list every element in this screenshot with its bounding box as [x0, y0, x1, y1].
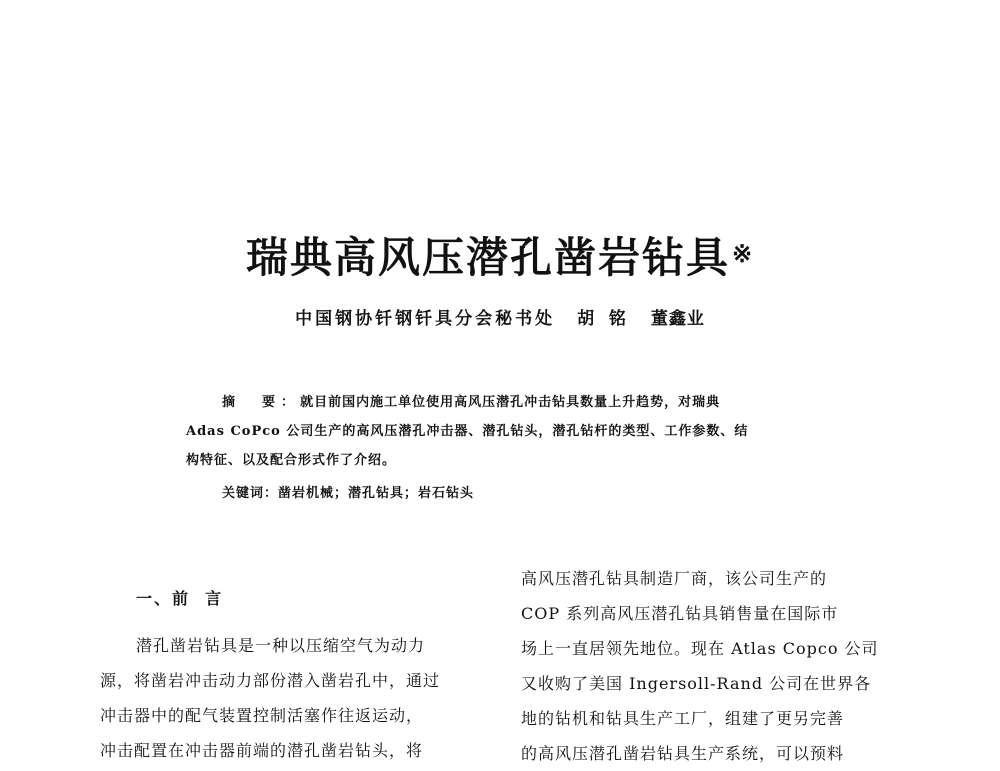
body-line: 场上一直居领先地位。现在 Atlas Copco 公司	[521, 639, 879, 658]
keywords-label: 关键词：	[222, 486, 279, 501]
abstract-block	[186, 388, 814, 508]
paper-title	[0, 232, 1000, 284]
abstract-label: 摘 要：	[222, 395, 301, 410]
abstract-line-3: 构特征、以及配合形式作了介绍。	[186, 453, 397, 468]
author-name-1: 胡 铭	[577, 309, 627, 329]
body-line: COP 系列高风压潜孔钻具销售量在国际市	[521, 604, 839, 623]
body-line: 高风压潜孔钻具制造厂商，该公司生产的	[521, 569, 828, 588]
paper-title-text: 瑞典高风压潜孔凿岩钻具	[245, 233, 730, 282]
body-line: 地的钻机和钻具生产工厂，组建了更另完善	[521, 709, 845, 728]
keywords-text: 凿岩机械；潜孔钻具；岩石钻头	[278, 486, 475, 501]
byline	[0, 306, 1000, 332]
keywords-line	[186, 479, 814, 508]
body-line: 潜孔凿岩钻具是一种以压缩空气为动力	[136, 636, 426, 655]
right-column	[521, 561, 911, 771]
body-line: 源，将凿岩冲击动力部份潜入凿岩孔中，通过	[100, 671, 441, 690]
body-line: 又收购了美国 Ingersoll-Rand 公司在世界各	[521, 674, 872, 693]
author-name-2: 董鑫业	[650, 309, 705, 329]
abstract-line-2: Adas CoPco 公司生产的高风压潜孔冲击器、潜孔钻头，潜孔钻杆的类型、工作参数、结	[186, 424, 749, 439]
title-footnote-mark: ※	[731, 239, 755, 268]
body-line: 冲击器中的配气装置控制活塞作往返运动，	[100, 706, 424, 725]
author-affiliation: 中国钢协钎钢钎具分会秘书处	[295, 309, 556, 329]
left-column	[100, 581, 490, 768]
body-line: 冲击配置在冲击器前端的潜孔凿岩钻头，将	[100, 741, 424, 760]
abstract-text-1: 就目前国内施工单位使用高风压潜孔冲击钻具数量上升趋势，对瑞典	[300, 395, 721, 410]
section-heading-introduction: 一、前 言	[136, 589, 224, 608]
abstract-line-1	[186, 388, 814, 417]
body-line: 的高风压潜孔凿岩钻具生产系统，可以预料	[521, 744, 845, 763]
